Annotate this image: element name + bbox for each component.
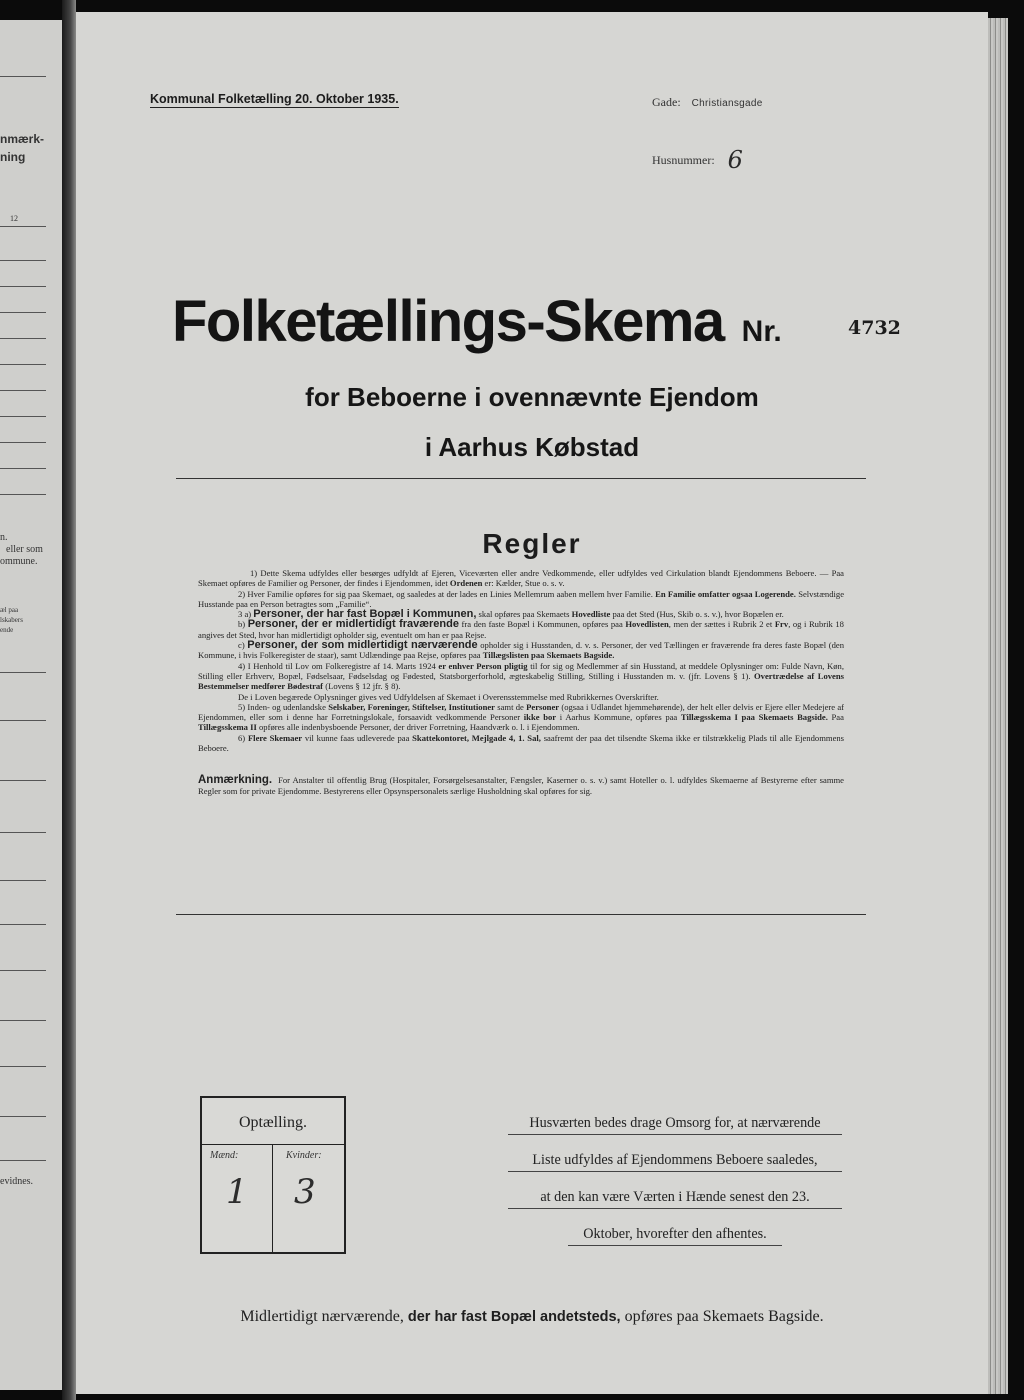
form-nr-label: Nr. [741, 315, 782, 348]
notice-line: at den kan være Værten i Hænde senest den 23. [508, 1186, 842, 1209]
form-title-main: Folketællings-Skema [172, 289, 724, 354]
note-paragraph [198, 775, 844, 796]
ruling-line [0, 338, 46, 339]
rule-5: 5) Inden- og udenlandske Selskaber, Foreninger, Stiftelser, Institutioner samt de Personer (ogsaa i Udlandet hjemmehørende), der helt eller delvis er Ejere eller Medejere af Ejendommen, eller som i denne har Forretningslokale, forsaavidt vedkommende Personer ikke bor i Aarhus Kommune, opføres paa Tillægsskema I paa Skemaets Bagside. Paa Tillægsskema II opføres alle indenbysboende Personer, der driver Forretning, Haandværk o. l. i Ejendommen. [198, 701, 844, 733]
ruling-line [0, 286, 46, 287]
house-number-label: Husnummer: [652, 153, 715, 167]
left-page-fragment: n. [0, 532, 8, 543]
women-count: 3 [294, 1172, 316, 1212]
note-label: Anmærkning. [198, 774, 273, 787]
left-page-fragment: evidnes. [0, 1176, 34, 1187]
men-label: Mænd: [210, 1150, 239, 1161]
ruling-line [0, 924, 46, 925]
rule-3a: 3 a) Personer, der har fast Bopæl i Kommunen, skal opføres paa Skemaets Hovedliste paa det Sted (Hus, Skib o. s. v.), hvor Bopælen er. [238, 608, 784, 621]
house-number-value: 6 [727, 146, 743, 174]
footer-instruction: Midlertidigt nærværende, der har fast Bopæl andetsteds, opføres paa Skemaets Bagside. [240, 1308, 824, 1325]
left-page-fragment: nmærk- [0, 132, 45, 146]
previous-page-edge [0, 20, 64, 1390]
ruling-line [0, 364, 46, 365]
women-label: Kvinder: [286, 1150, 322, 1161]
ruling-line [0, 494, 46, 495]
left-page-fragment: 12 [10, 214, 18, 223]
ruling-line [0, 226, 46, 227]
form-subtitle-location: i Aarhus Købstad [424, 432, 640, 462]
street-value: Christiansgade [691, 98, 763, 109]
ruling-line [0, 1160, 46, 1161]
ruling-line [0, 312, 46, 313]
ruling-line [0, 720, 46, 721]
page-stack-edge [988, 18, 1008, 1394]
notice-line: Husværten bedes drage Omsorg for, at nærværende [508, 1112, 842, 1135]
left-page-fragment: eller som [6, 544, 43, 555]
form-title [172, 288, 782, 355]
ruling-line [0, 832, 46, 833]
rule-3c: c) Personer, der som midlertidigt nærværende opholder sig i Husstanden, d. v. s. Personer, der ved Tællingen er fraværende fra deres faste Bopæl (den Kommune, i hvis Folkeregister de staar), samt Udlændinge paa Rejse, opføres paa Tillægslisten paa Skemaets Bagside. [198, 639, 845, 661]
tally-divider [202, 1144, 344, 1145]
divider [176, 914, 866, 915]
rules-text [198, 568, 844, 796]
left-page-fragment: ende [0, 626, 14, 634]
ruling-line [0, 780, 46, 781]
house-number-field [652, 142, 743, 174]
notice-line: Oktober, hvorefter den afhentes. [568, 1223, 782, 1246]
tally-box [200, 1096, 346, 1254]
left-page-fragment: ommune. [0, 556, 38, 567]
ruling-line [0, 442, 46, 443]
note-text: For Anstalter til offentlig Brug (Hospitaler, Forsørgelsesanstalter, Fængsler, Kaserner o. s. v.) samt Hoteller o. l. udfyldes Skemaerne af Bestyrerne efter samme Regler som for private Ejendomme. Bestyrerens eller Opsynspersonalets særlige Husholdning skal opføres for sig. [198, 775, 844, 796]
ruling-line [0, 1066, 46, 1067]
left-page-fragment: æl paa [0, 606, 19, 614]
rule-1: 1) Dette Skema udfyldes eller besørges udfyldt af Ejeren, Viceværten eller andre Vedkommende, eller udfyldes ved Cirkulation blandt Ejendommens Beboere. — Paa Skemaet opføres de Familier og Personer, der findes i Ejendommen, idet Ordenen er: Kælder, Stue o. s. v. [198, 568, 844, 589]
left-page-fragment: lskabers [0, 616, 23, 624]
street-field [652, 95, 763, 110]
rule-6: 6) Flere Skemaer vil kunne faas udleverede paa Skattekontoret, Mejlgade 4, 1. Sal, saafremt der paa det tilsendte Skema ikke er tilstrækkelig Plads til alle Ejendommens Beboere. [198, 732, 845, 754]
form-number: 4732 [848, 317, 901, 339]
rules-heading: Regler [482, 528, 582, 559]
rule-3b: b) Personer, der er midlertidigt fraværende fra den faste Bopæl i Kommunen, opføres paa Hovedlisten, men der sættes i Rubrik 2 et Frv, og i Rubrik 18 angives det Sted, hvor han midlertidigt opholder sig, eventuelt om han er paa Rejse. [198, 618, 844, 640]
rule-4-continued: De i Loven begærede Oplysninger gives ved Udfyldelsen af Skemaet i Overensstemmelse med Rubrikkernes Overskrifter. [238, 691, 659, 702]
notice-line: Liste udfyldes af Ejendommens Beboere saaledes, [508, 1149, 842, 1172]
ruling-line [0, 468, 46, 469]
ruling-line [0, 1020, 46, 1021]
landlord-notice [508, 1112, 842, 1260]
tally-title: Optælling. [238, 1114, 307, 1131]
rule-4: 4) I Henhold til Lov om Folkeregistre af 14. Marts 1924 er enhver Person pligtig til for sig og Medlemmer af sin Husstand, at meddele Oplysninger om: Fulde Navn, Køn, Stilling eller Erhverv, Bopæl, Fødselsaar, Fødselsdag og Fødested, Statsborgerforhold, ægteskabelig Stilling, Stilling i Husstanden m. v. (jfr. Lovens § 1). Overtrædelse af Lovens Bestemmelser medfører Bødestraf (Lovens § 12 jfr. § 8). [198, 660, 844, 692]
book-gutter [62, 0, 76, 1400]
ruling-line [0, 880, 46, 881]
left-page-fragment: ning [0, 150, 26, 164]
form-subtitle: for Beboerne i ovennævnte Ejendom [305, 382, 759, 412]
census-form-page [76, 12, 988, 1394]
census-title: Kommunal Folketælling 20. Oktober 1935. [150, 92, 399, 106]
street-label: Gade: [652, 95, 681, 109]
ruling-line [0, 416, 46, 417]
tally-column-divider [272, 1144, 273, 1252]
divider [176, 478, 866, 479]
ruling-line [0, 672, 46, 673]
ruling-line [0, 970, 46, 971]
rule-2: 2) Hver Familie opføres for sig paa Skemaet, og saaledes at der lades en Linies Mellemrum aaben mellem hver Familie. En Familie omfatter ogsaa Logerende. Selvstændige Husstande paa en Person betragtes som „Familie“. [198, 588, 845, 609]
ruling-line [0, 260, 46, 261]
ruling-line [0, 390, 46, 391]
ruling-line [0, 1116, 46, 1117]
men-count: 1 [226, 1172, 248, 1212]
ruling-line [0, 76, 46, 77]
